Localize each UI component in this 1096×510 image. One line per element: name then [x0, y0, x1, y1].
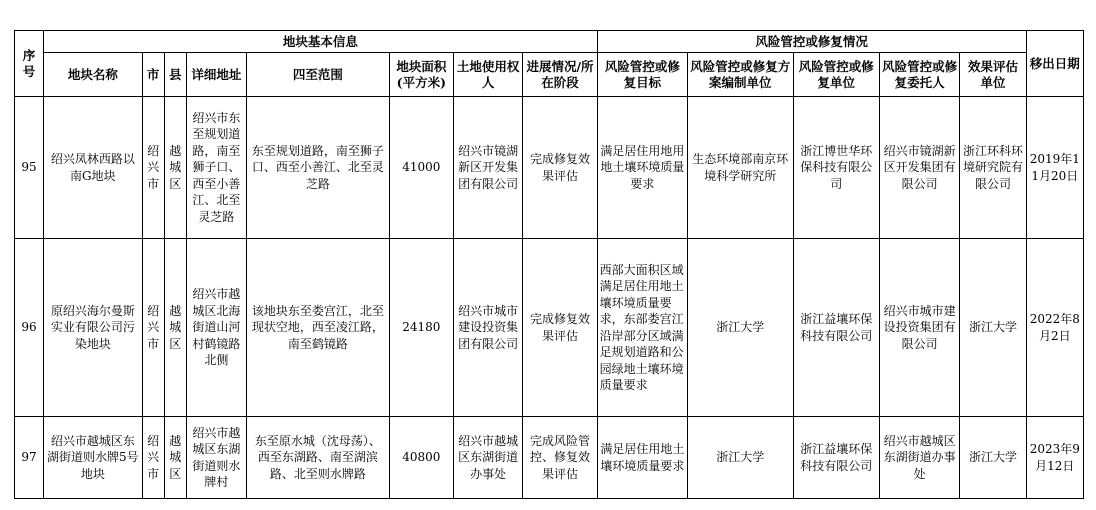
cell-address: 绍兴市越城区东湖街道则水牌村: [186, 417, 246, 499]
cell-area: 24180: [389, 239, 453, 417]
table-row: [15, 417, 1084, 499]
cell-area: 41000: [389, 97, 453, 239]
cell-address: 绍兴市越城区北海街道山河村鹤镜路北侧: [186, 239, 246, 417]
cell-exec-unit: 浙江博世华环保科技有限公司: [793, 97, 879, 239]
table-row: [15, 239, 1084, 417]
cell-boundary: 东至原水城（沈母荡）、西至东湖路、南至湖滨路、北至则水牌路: [247, 417, 390, 499]
cell-city: 绍兴市: [142, 97, 164, 239]
cell-target: 满足居住用地土壤环境质量要求: [597, 417, 687, 499]
cell-county: 越城区: [164, 417, 186, 499]
header-removal-date: 移出日期: [1026, 31, 1083, 97]
cell-plan-unit: 浙江大学: [688, 239, 793, 417]
cell-client: 绍兴市城市建设投资集团有限公司: [879, 239, 959, 417]
cell-land-owner: 绍兴市镜湖新区开发集团有限公司: [453, 97, 522, 239]
header-client: 风险管控或修复委托人: [879, 53, 959, 97]
cell-removal-date: 2022年8月2日: [1026, 239, 1083, 417]
cell-site-name: 原绍兴海尔曼斯实业有限公司污染地块: [44, 239, 142, 417]
cell-client: 绍兴市镜湖新区开发集团有限公司: [879, 97, 959, 239]
cell-city: 绍兴市: [142, 417, 164, 499]
header-city: 市: [142, 53, 164, 97]
header-county: 县: [164, 53, 186, 97]
header-boundary: 四至范围: [247, 53, 390, 97]
cell-removal-date: 2019年11月20日: [1026, 97, 1083, 239]
table-row: [15, 97, 1084, 239]
cell-address: 绍兴市东至规划道路，南至狮子口、西至小善江、北至灵芝路: [186, 97, 246, 239]
header-land-owner: 土地使用权人: [453, 53, 522, 97]
cell-seq: 95: [15, 97, 44, 239]
cell-seq: 97: [15, 417, 44, 499]
cell-county: 越城区: [164, 239, 186, 417]
cell-eval-unit: 浙江大学: [960, 417, 1026, 499]
cell-county: 越城区: [164, 97, 186, 239]
cell-exec-unit: 浙江益壤环保科技有限公司: [793, 417, 879, 499]
cell-eval-unit: 浙江环科环境研究院有限公司: [960, 97, 1026, 239]
cell-removal-date: 2023年9月12日: [1026, 417, 1083, 499]
header-area: 地块面积(平方米): [389, 53, 453, 97]
header-progress: 进展情况/所在阶段: [523, 53, 597, 97]
cell-progress: 完成风险管控、修复效果评估: [523, 417, 597, 499]
cell-progress: 完成修复效果评估: [523, 239, 597, 417]
cell-exec-unit: 浙江益壤环保科技有限公司: [793, 239, 879, 417]
site-removal-table: [14, 30, 1084, 499]
header-seq: 序号: [15, 31, 44, 97]
header-eval-unit: 效果评估单位: [960, 53, 1026, 97]
cell-city: 绍兴市: [142, 239, 164, 417]
cell-seq: 96: [15, 239, 44, 417]
cell-land-owner: 绍兴市城市建设投资集团有限公司: [453, 239, 522, 417]
header-group-risk-control: 风险管控或修复情况: [597, 31, 1026, 53]
cell-client: 绍兴市越城区东湖街道办事处: [879, 417, 959, 499]
cell-plan-unit: 浙江大学: [688, 417, 793, 499]
cell-site-name: 绍兴凤林西路以南G地块: [44, 97, 142, 239]
cell-progress: 完成修复效果评估: [523, 97, 597, 239]
cell-target: 满足居住用地用地土壤环境质量要求: [597, 97, 687, 239]
cell-eval-unit: 浙江大学: [960, 239, 1026, 417]
header-address: 详细地址: [186, 53, 246, 97]
header-plan-unit: 风险管控或修复方案编制单位: [688, 53, 793, 97]
cell-area: 40800: [389, 417, 453, 499]
cell-site-name: 绍兴市越城区东湖街道则水牌5号地块: [44, 417, 142, 499]
header-group-basic-info: 地块基本信息: [44, 31, 598, 53]
cell-land-owner: 绍兴市越城区东湖街道办事处: [453, 417, 522, 499]
cell-plan-unit: 生态环境部南京环境科学研究所: [688, 97, 793, 239]
header-exec-unit: 风险管控或修复单位: [793, 53, 879, 97]
cell-boundary: 该地块东至娄宫江，北至现状空地，西至凌江路，南至鹤镜路: [247, 239, 390, 417]
cell-target: 西部大面积区域满足居住用地土壤环境质量要求，东部娄宫江沿岸部分区域满足规划道路和公园绿地土壤环境质量要求: [597, 239, 687, 417]
header-site-name: 地块名称: [44, 53, 142, 97]
header-target: 风险管控或修复目标: [597, 53, 687, 97]
cell-boundary: 东至规划道路，南至狮子口、西至小善江、北至灵芝路: [247, 97, 390, 239]
